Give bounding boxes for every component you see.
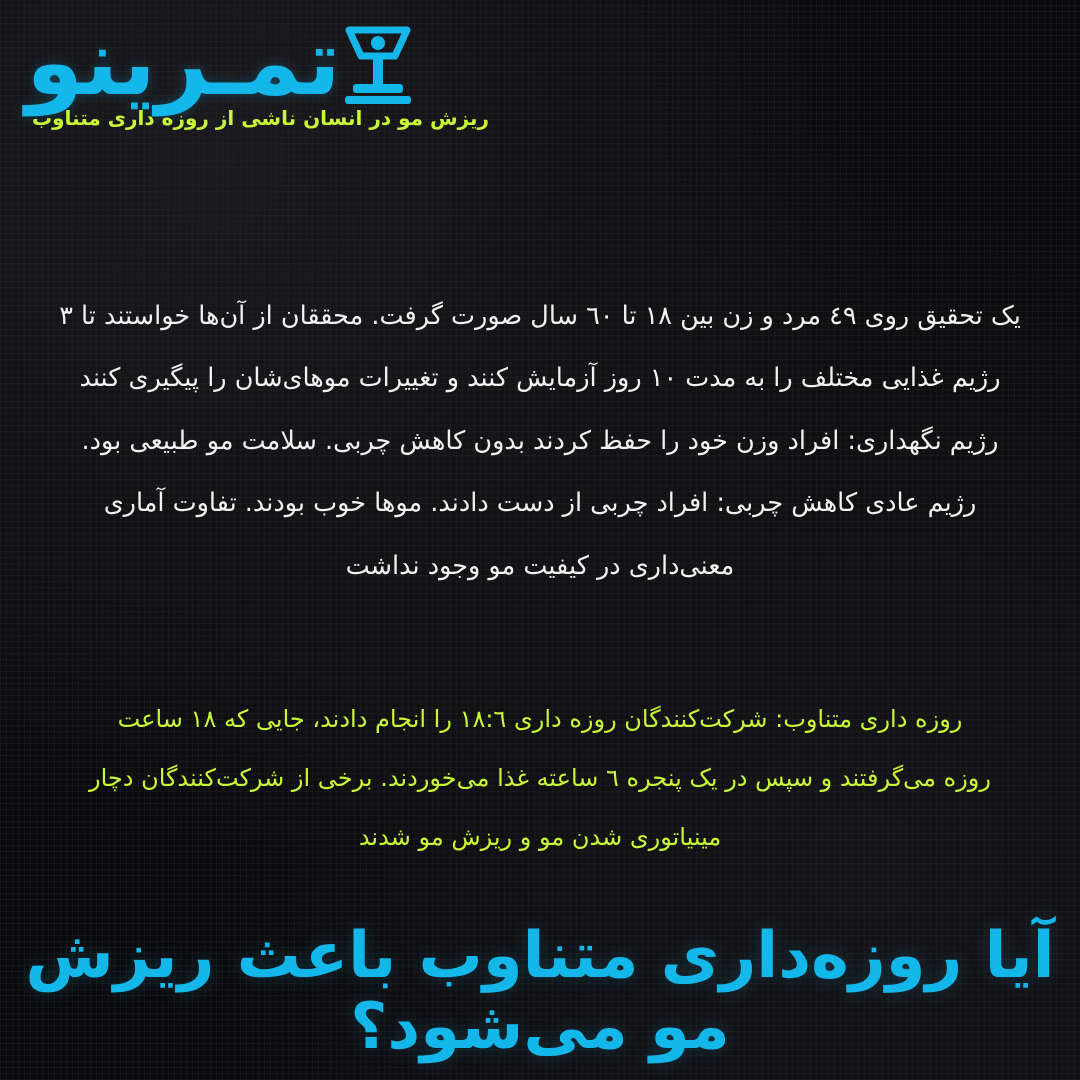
brand-logo (26, 8, 1054, 118)
body-line: رژیم عادی کاهش چربی: افراد چربی از دست دادند. موها خوب بودند. تفاوت آماری (103, 488, 977, 519)
body-line: روزه می‌گرفتند و سپس در یک پنجره ٦ ساعته غذا می‌خوردند. برخی از شرکت‌کنندگان دچار (89, 763, 991, 792)
bottom-headline: آیا روزه‌داری متناوب باعث ریزش مو می‌شود؟ (25, 919, 1055, 1064)
weight-plate-icon (341, 20, 415, 106)
paragraph-white (40, 285, 1040, 597)
paragraph-green (40, 690, 1040, 866)
body-line: روزه داری متناوب: شرکت‌کنندگان روزه داری ١٨:٦ را انجام دادند، جایی که ١٨ ساعت (117, 705, 963, 733)
body-line: یک تحقیق روی ٤٩ مرد و زن بین ١٨ تا ٦٠ سال صورت گرفت. محققان از آن‌ها خواستند تا ٣ (59, 301, 1021, 331)
body-line: رژیم نگهداری: افراد وزن خود را حفظ کردند بدون کاهش چربی. سلامت مو طبیعی بود. (81, 425, 999, 456)
article-title: ریزش مو در انسان ناشی از روزه داری متناوب (32, 106, 490, 130)
body-line: رژیم غذایی مختلف را به مدت ١٠ روز آزمایش کنند و تغییرات موهای‌شان را پیگیری کنند (79, 363, 1001, 394)
body-line: مینیاتوری شدن مو و ریزش مو شدند (358, 822, 722, 851)
body-line: معنی‌داری در کیفیت مو وجود نداشت (345, 550, 735, 581)
brand-wordmark: تمـرینو (26, 9, 341, 116)
